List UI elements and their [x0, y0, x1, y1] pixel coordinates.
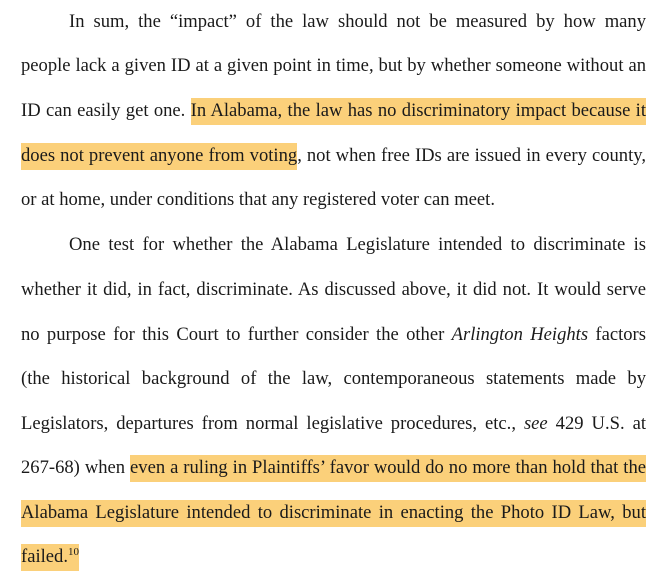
paragraph-2-line-6 [21, 453, 646, 483]
text-run: or at home, under conditions that any registered voter can meet. [21, 189, 495, 210]
paragraph-1-line-2 [21, 51, 646, 81]
paragraph-1-line-3 [21, 96, 646, 126]
text-run: Legislators, departures from normal legislative procedures, etc., [21, 413, 524, 434]
paragraph-1-line-4 [21, 141, 646, 171]
paragraph-1-line-5 [21, 185, 646, 215]
case-name-italic: Arlington Heights [451, 324, 589, 345]
text-run: factors [588, 324, 646, 345]
highlighted-text: In Alabama, the law has no discriminatory impact because it [191, 98, 646, 125]
paragraph-1-line-1 [69, 7, 646, 37]
text-run: One test for whether the Alabama Legislature intended to discriminate is [69, 234, 646, 255]
text-run: people lack a given ID at a given point in time, but by whether someone without an [21, 55, 646, 76]
highlighted-text [21, 544, 79, 571]
text-run: (the historical background of the law, contemporaneous statements made by [21, 368, 646, 389]
highlighted-text: does not prevent anyone from voting [21, 143, 297, 170]
text-run: whether it did, in fact, discriminate. As discussed above, it did not. It would serve [21, 279, 646, 300]
paragraph-2-line-7 [21, 498, 646, 528]
paragraph-2-line-8 [21, 542, 646, 572]
paragraph-2-line-4 [21, 364, 646, 394]
paragraph-2-line-3 [21, 320, 646, 350]
text-run: no purpose for this Court to further consider the other [21, 324, 452, 345]
text-run: 429 U.S. at [547, 413, 646, 434]
text-run: , not when free IDs are issued in every county, [297, 145, 646, 166]
text-run: 267-68) when [21, 457, 131, 478]
paragraph-2-line-1 [69, 230, 646, 260]
highlighted-text: even a ruling in Plaintiffs’ favor would do no more than hold that the [130, 455, 646, 482]
footnote-marker: 10 [67, 545, 79, 558]
text-run: ID can easily get one. [21, 100, 191, 121]
paragraph-2-line-2 [21, 275, 646, 305]
text-run: In sum, the “impact” of the law should not be measured by how many [69, 11, 646, 32]
text-run: failed. [21, 546, 68, 567]
paragraph-2-line-5 [21, 409, 646, 439]
highlighted-text: Alabama Legislature intended to discriminate in enacting the Photo ID Law, but [21, 500, 646, 527]
citation-signal-italic: see [523, 413, 548, 434]
